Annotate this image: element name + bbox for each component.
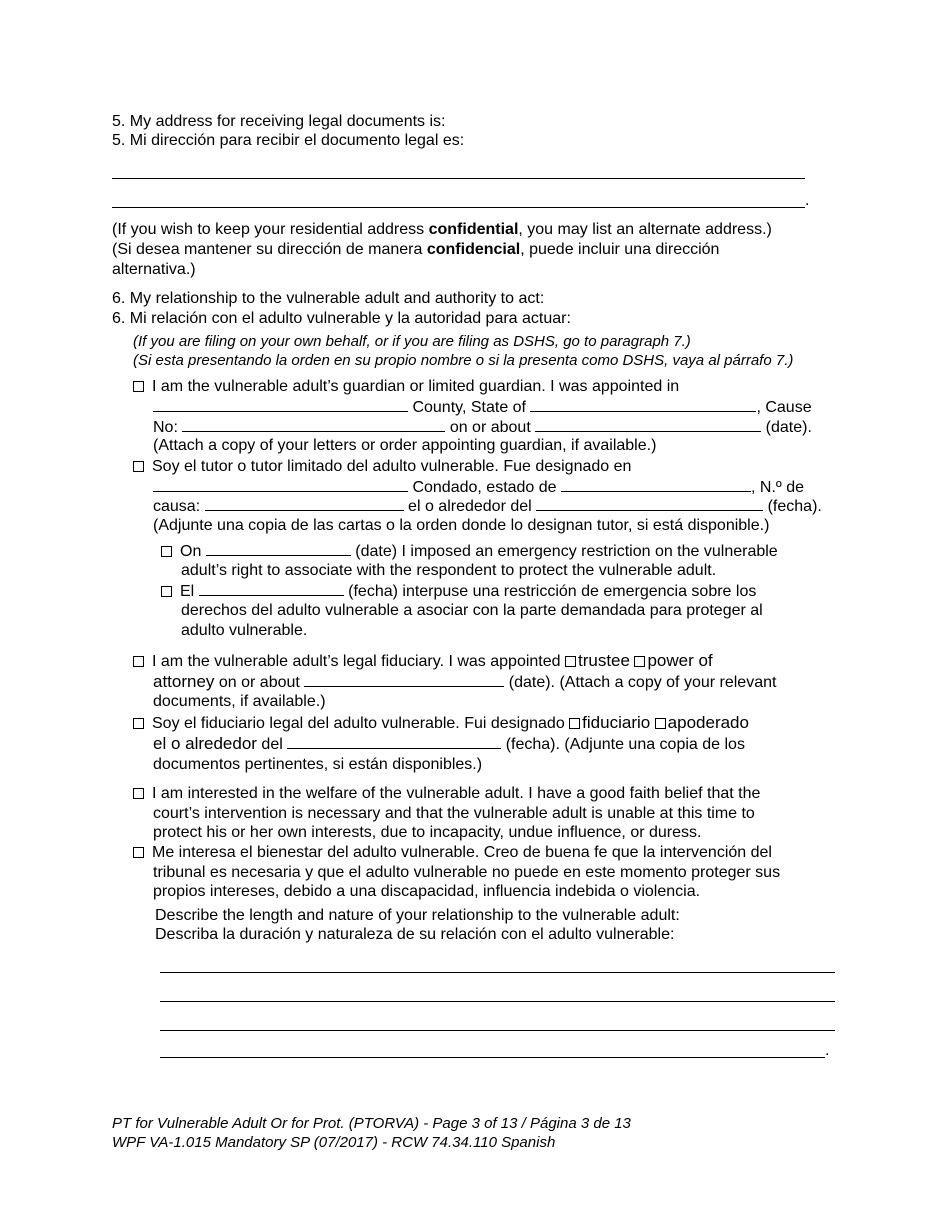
guardian-option-es: Soy el tutor o tutor limitado del adulto vulnerable. Fue designado en xyxy=(133,457,631,477)
guardian-cause-line: No: on or about (date). xyxy=(153,419,812,436)
interested-text-es-3: propios intereses, debido a una discapacidad, influencia indebida o violencia. xyxy=(153,883,701,900)
relationship-line-4[interactable] xyxy=(160,1057,825,1058)
relationship-line-2[interactable] xyxy=(160,1001,835,1002)
fiduciary-attach-note-es: documentos pertinentes, si están disponibles.) xyxy=(153,756,483,773)
guardian-county-field[interactable] xyxy=(153,397,408,412)
apoderado-checkbox[interactable] xyxy=(655,718,666,729)
guardian-option-en: I am the vulnerable adult’s guardian or limited guardian. I was appointed in xyxy=(133,377,679,397)
address-line-1[interactable] xyxy=(112,178,805,179)
interested-text-es-2: tribunal es necesaria y que el adulto vulnerable no puede en este momento proteger sus xyxy=(153,864,781,881)
confidential-note-en: (If you wish to keep your residential address confidential, you may list an alternate address.) xyxy=(112,221,772,238)
emergency-text-es-cont: adulto vulnerable. xyxy=(181,622,308,639)
trustee-checkbox[interactable] xyxy=(565,656,576,667)
guardian-causa-line: causa: el o alrededor del (fecha). xyxy=(153,498,822,515)
describe-prompt-es: Describa la duración y naturaleza de su relación con el adulto vulnerable: xyxy=(155,926,675,943)
interested-checkbox-en[interactable] xyxy=(133,788,144,799)
guardian-fecha-field[interactable] xyxy=(536,496,763,511)
fiduciary-date-field[interactable] xyxy=(304,672,504,687)
emergency-fecha-field[interactable] xyxy=(199,581,344,596)
section-5-label-en: 5. My address for receiving legal documents is: xyxy=(112,113,446,130)
describe-prompt-en: Describe the length and nature of your relationship to the vulnerable adult: xyxy=(155,907,680,924)
fiduciary-option-en: I am the vulnerable adult’s legal fiduciary. I was appointed trustee power of xyxy=(133,651,713,672)
power-of-attorney-checkbox[interactable] xyxy=(634,656,645,667)
guardian-causa-field[interactable] xyxy=(205,496,404,511)
address-line-2[interactable] xyxy=(112,207,805,208)
fiduciary-date-line-es: el o alrededor del (fecha). (Adjunte una copia de los xyxy=(153,734,745,753)
fiduciary-checkbox-es[interactable] xyxy=(133,718,144,729)
guardian-attach-note-es: (Adjunte una copia de las cartas o la orden donde lo designan tutor, si está disponible.) xyxy=(153,517,770,534)
relationship-line-3[interactable] xyxy=(160,1030,835,1031)
emergency-text-en: adult’s right to associate with the respondent to protect the vulnerable adult. xyxy=(181,562,717,579)
emergency-checkbox-en[interactable] xyxy=(161,546,172,557)
fiduciary-date-line-en: attorney on or about (date). (Attach a copy of your relevant xyxy=(153,672,777,691)
section-6-note-en: (If you are filing on your own behalf, or if you are filing as DSHS, go to paragraph 7.) xyxy=(133,333,691,350)
guardian-condado-line: Condado, estado de , N.º de xyxy=(153,477,804,498)
emergency-option-en: On (date) I imposed an emergency restriction on the vulnerable xyxy=(161,541,778,562)
section-6-label-en: 6. My relationship to the vulnerable adult and authority to act: xyxy=(112,290,545,307)
section-5-label-es: 5. Mi dirección para recibir el documento legal es: xyxy=(112,132,465,149)
interested-option-en: I am interested in the welfare of the vulnerable adult. I have a good faith belief that the xyxy=(133,784,760,804)
interested-checkbox-es[interactable] xyxy=(133,847,144,858)
emergency-text-es: derechos del adulto vulnerable a asociar con la parte demandada para proteger al xyxy=(181,602,763,619)
section-6-note-es: (Si esta presentando la orden en su propio nombre o si la presenta como DSHS, vaya al párrafo 7.) xyxy=(133,352,794,369)
guardian-estado-field[interactable] xyxy=(561,477,751,492)
interested-text-en-3: protect his or her own interests, due to incapacity, undue influence, or duress. xyxy=(153,824,702,841)
guardian-cause-field[interactable] xyxy=(182,417,445,432)
footer-line-1: PT for Vulnerable Adult Or for Prot. (PTORVA) - Page 3 of 13 / Página 3 de 13 xyxy=(112,1115,631,1132)
guardian-checkbox-es[interactable] xyxy=(133,461,144,472)
guardian-condado-field[interactable] xyxy=(153,477,408,492)
address-line-end: . xyxy=(805,192,810,209)
guardian-date-field[interactable] xyxy=(535,417,761,432)
footer-line-2: WPF VA-1.015 Mandatory SP (07/2017) - RCW 74.34.110 Spanish xyxy=(112,1134,556,1151)
fiduciary-checkbox-en[interactable] xyxy=(133,656,144,667)
confidential-note-es: (Si desea mantener su dirección de manera confidencial, puede incluir una dirección xyxy=(112,241,720,258)
relationship-line-end: . xyxy=(825,1042,830,1059)
interested-option-es: Me interesa el bienestar del adulto vulnerable. Creo de buena fe que la intervención del xyxy=(133,843,772,863)
relationship-line-1[interactable] xyxy=(160,972,835,973)
guardian-state-field[interactable] xyxy=(530,397,756,412)
fiduciary-attach-note-en: documents, if available.) xyxy=(153,693,326,710)
confidential-note-es-cont: alternativa.) xyxy=(112,261,196,278)
emergency-checkbox-es[interactable] xyxy=(161,586,172,597)
guardian-attach-note-en: (Attach a copy of your letters or order appointing guardian, if available.) xyxy=(153,437,657,454)
fiduciario-checkbox[interactable] xyxy=(569,718,580,729)
guardian-county-line: County, State of , Cause xyxy=(153,397,812,418)
emergency-date-field[interactable] xyxy=(206,541,351,556)
emergency-option-es: El (fecha) interpuse una restricción de emergencia sobre los xyxy=(161,581,756,602)
interested-text-en-2: court’s intervention is necessary and that the vulnerable adult is unable at this time to xyxy=(153,805,755,822)
fiduciary-option-es: Soy el fiduciario legal del adulto vulnerable. Fui designado fiduciario apoderado xyxy=(133,713,749,734)
guardian-checkbox-en[interactable] xyxy=(133,381,144,392)
fiduciary-fecha-field[interactable] xyxy=(287,734,501,749)
section-6-label-es: 6. Mi relación con el adulto vulnerable y la autoridad para actuar: xyxy=(112,310,571,327)
